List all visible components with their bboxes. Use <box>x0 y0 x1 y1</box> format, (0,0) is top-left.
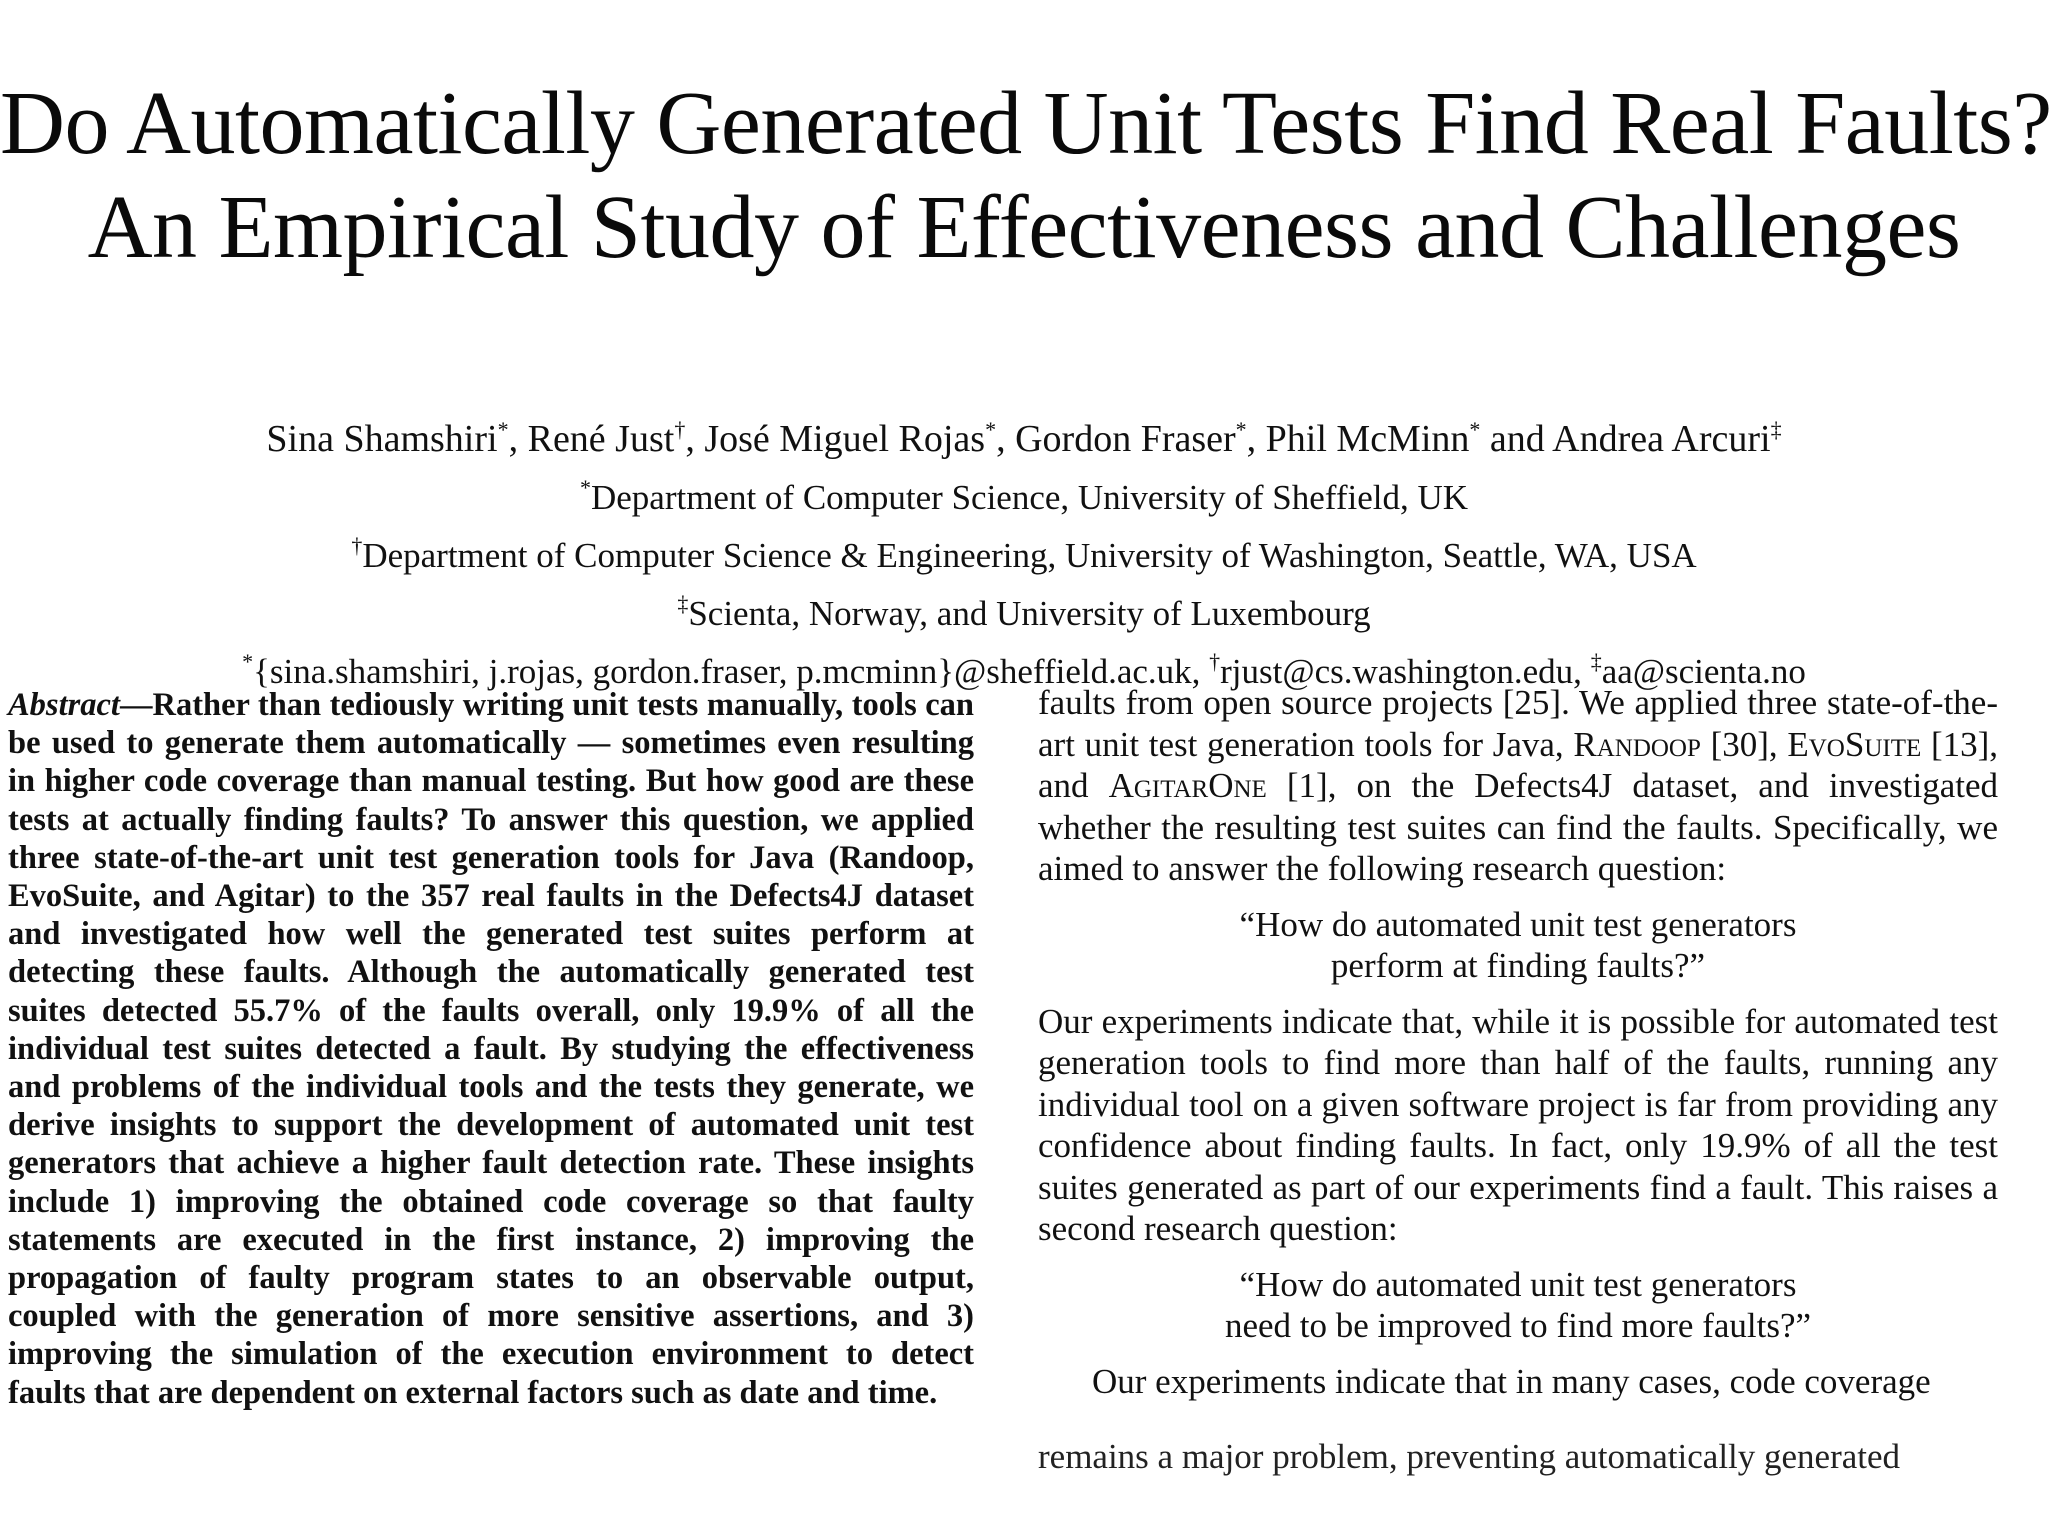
intro-text: [30], <box>1700 724 1788 764</box>
author-name: , Gordon Fraser <box>996 418 1236 460</box>
author-name: Sina Shamshiri <box>266 418 498 460</box>
affiliation-text: Department of Computer Science & Engineering, University of Washington, Seattle, WA, USA <box>362 536 1697 575</box>
title-line-2: An Empirical Study of Effectiveness and Challenges <box>87 178 1961 277</box>
affiliation-mark: † <box>351 533 363 558</box>
abstract-label: Abstract <box>8 687 120 723</box>
email-mark: * <box>242 649 254 674</box>
affiliation-sheffield <box>0 464 2048 522</box>
author-name: , René Just <box>508 418 675 460</box>
author-block <box>0 405 2048 696</box>
rq-line: “How do automated unit test generators <box>1239 1264 1797 1304</box>
paper-title <box>0 72 2052 280</box>
abstract <box>8 686 974 1412</box>
affiliation-text: Department of Computer Science, University of Sheffield, UK <box>590 478 1469 517</box>
tool-name-agitarone: AgitarOne <box>1108 766 1267 805</box>
cut-off-line <box>1038 1437 1998 1476</box>
email-text[interactable]: aa@scienta.no <box>1601 652 1806 691</box>
author-mark: * <box>497 417 509 442</box>
author-list <box>0 405 2048 464</box>
research-question-2 <box>1038 1264 1998 1347</box>
email-text[interactable]: rjust@cs.washington.edu, <box>1220 652 1591 691</box>
email-text[interactable]: {sina.shamshiri, j.rojas, gordon.fraser, p.mcminn}@sheffield.ac.uk, <box>253 652 1210 691</box>
rq-line: perform at finding faults?” <box>1330 946 1706 985</box>
author-name: and Andrea Arcuri <box>1480 418 1771 460</box>
affiliation-washington <box>0 522 2048 580</box>
affiliation-text: Scienta, Norway, and University of Luxembourg <box>688 594 1371 633</box>
affiliation-mark: * <box>579 475 591 500</box>
email-mark: † <box>1209 649 1221 674</box>
intro-paragraph <box>1038 682 1998 890</box>
author-mark: * <box>1235 417 1247 442</box>
author-mark: † <box>674 417 686 442</box>
intro-text: faults from open source projects [25]. We applied three state-of-the-art unit test generation tools for Java, <box>1038 683 1998 764</box>
tool-name-evosuite: EvoSuite <box>1787 724 1922 764</box>
research-question-1 <box>1038 904 1998 987</box>
affiliation-mark: ‡ <box>677 591 689 616</box>
cut-off-text: remains a major problem, preventing automatically generated <box>1038 1437 1901 1476</box>
author-mark: ‡ <box>1770 417 1782 442</box>
affiliation-scienta <box>0 580 2048 638</box>
author-mark: * <box>1469 417 1481 442</box>
intro-paragraph: Our experiments indicate that in many cases, code coverage <box>1092 1361 1931 1401</box>
email-mark: ‡ <box>1590 649 1602 674</box>
abstract-text: —Rather than tediously writing unit tests manually, tools can be used to generate them automatically — sometimes even resulting in higher code coverage than manual testing. But how good are these tests at actually finding faults? To answer this question, we applied three state-of-the-art unit test generation tools for Java (Randoop, EvoSuite, and Agitar) to the 357 real faults in the Defects4J dataset and investigated how well the generated test suites perform at detecting these faults. Although the automatically generated test suites detected 55.7% of the faults overall, only 19.9% of all the individual test suites detected a fault. By studying the effectiveness and problems of the individual tools and the tests they generate, we derive insights to support the development of automated unit test generators that achieve a higher fault detection rate. These insights include 1) improving the obtained code coverage so that faulty statements are executed in the first instance, 2) improving the propagation of faulty program states to an observable output, coupled with the generation of more sensitive assertions, and 3) improving the simulation of the execution environment to detect faults that are dependent on external factors such as date and time. <box>8 687 974 1411</box>
intro-text: [1], on the Defects4J dataset, and investigated whether the resulting test suites can find the faults. Specifically, we aimed to answer the following research question: <box>1038 766 1998 888</box>
intro-text: [13], and <box>1038 724 1999 805</box>
title-line-1: Do Automatically Generated Unit Tests Find Real Faults? <box>0 74 2052 173</box>
rq-line: need to be improved to find more faults?” <box>1224 1306 1812 1345</box>
author-mark: * <box>985 417 997 442</box>
rq-line: “How do automated unit test generators <box>1239 904 1797 944</box>
author-name: , Phil McMinn <box>1246 418 1470 460</box>
intro-paragraph: Our experiments indicate that, while it is possible for automated test generation tools to find more than half of the faults, running any individual tool on a given software project is far from providing any confidence about finding faults. In fact, only 19.9% of all the test suites generated as part of our experiments find a fault. This raises a second research question: <box>1038 1001 1998 1248</box>
introduction-column <box>1038 682 1998 1402</box>
tool-name-randoop: Randoop <box>1573 724 1701 764</box>
author-name: , José Miguel Rojas <box>685 418 986 460</box>
